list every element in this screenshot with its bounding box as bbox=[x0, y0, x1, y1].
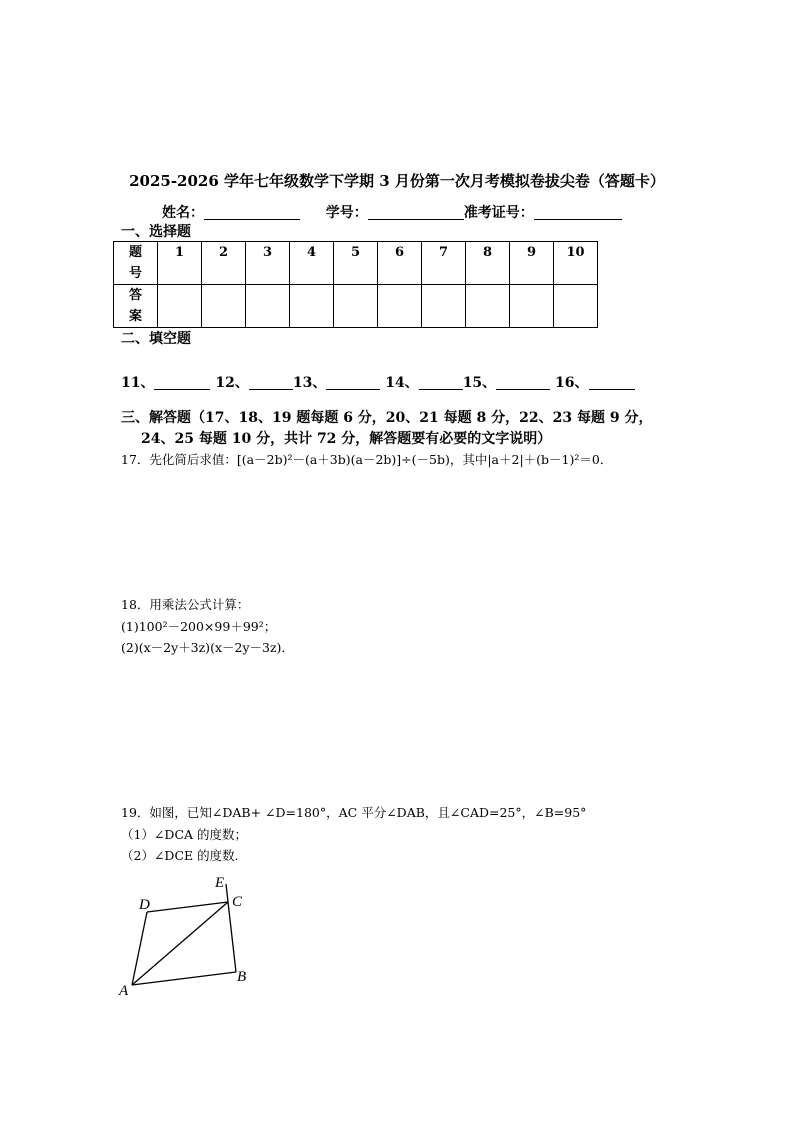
question-number-row bbox=[114, 242, 598, 285]
answer-cell[interactable] bbox=[290, 285, 334, 328]
section3-title-line1: 三、解答题（17、18、19 题每题 6 分，20、21 每题 8 分，22、23 每题 9 分， bbox=[121, 410, 653, 426]
question-number-cell: 1 bbox=[158, 242, 202, 285]
blank-11[interactable] bbox=[154, 375, 210, 390]
label-A: A bbox=[119, 983, 129, 999]
blank-label-11: 11、 bbox=[121, 375, 155, 391]
blank-label-14: 14、 bbox=[385, 375, 419, 391]
label-D: D bbox=[139, 897, 150, 913]
student-info-row bbox=[162, 202, 622, 222]
question-number-cell: 8 bbox=[466, 242, 510, 285]
blank-label-12: 12、 bbox=[215, 375, 249, 391]
question-18: 18．用乘法公式计算： bbox=[121, 597, 250, 612]
answer-cell[interactable] bbox=[378, 285, 422, 328]
student-id-field[interactable] bbox=[368, 204, 464, 220]
answer-cell[interactable] bbox=[202, 285, 246, 328]
question-17: 17．先化简后求值：[(a－2b)²－(a＋3b)(a－2b)]÷(－5b)，其中|a＋2|＋(b－1)²＝0． bbox=[121, 452, 613, 467]
fill-blank-row bbox=[121, 372, 635, 392]
answer-table bbox=[113, 241, 598, 328]
blank-label-16: 16、 bbox=[555, 375, 589, 391]
extension-CE bbox=[226, 884, 228, 902]
section2-title: 二、填空题 bbox=[121, 331, 191, 347]
question-number-cell: 10 bbox=[554, 242, 598, 285]
section3-title-line2: 24、25 每题 10 分，共计 72 分，解答题要有必要的文字说明） bbox=[141, 431, 552, 447]
section1-title: 一、选择题 bbox=[121, 224, 191, 240]
label-C: C bbox=[232, 894, 243, 910]
question-number-cell: 3 bbox=[246, 242, 290, 285]
question-18-part-1: (1)100²－200×99＋99²； bbox=[121, 619, 277, 634]
segment-CB bbox=[228, 902, 236, 972]
answer-cell[interactable] bbox=[466, 285, 510, 328]
segment-DC bbox=[147, 902, 228, 912]
question-number-cell: 6 bbox=[378, 242, 422, 285]
exam-id-field[interactable] bbox=[534, 204, 622, 220]
question-number-cell: 9 bbox=[510, 242, 554, 285]
exam-id-label: 准考证号： bbox=[463, 205, 534, 221]
page-title: 2025-2026 学年七年级数学下学期 3 月份第一次月考模拟卷拔尖卷（答题卡） bbox=[129, 172, 665, 190]
answer-cell[interactable] bbox=[422, 285, 466, 328]
question-18-part-2: (2)(x－2y＋3z)(x－2y－3z)． bbox=[121, 640, 294, 655]
student-id-label: 学号： bbox=[325, 205, 368, 221]
question-number-cell: 2 bbox=[202, 242, 246, 285]
question-19-part-2: （2）∠DCE 的度数． bbox=[121, 848, 248, 863]
label-B: B bbox=[237, 969, 247, 985]
label-E: E bbox=[215, 875, 225, 891]
row-label-question: 题 号 bbox=[114, 242, 158, 285]
answer-cell[interactable] bbox=[554, 285, 598, 328]
question-19-part-1: （1）∠DCA 的度数； bbox=[121, 827, 248, 842]
answer-cell[interactable] bbox=[510, 285, 554, 328]
geometry-figure bbox=[110, 868, 280, 1003]
answer-cell[interactable] bbox=[158, 285, 202, 328]
blank-16[interactable] bbox=[589, 375, 635, 390]
question-19: 19．如图，已知∠DAB+ ∠D=180°，AC 平分∠DAB，且∠CAD=25°，∠B=95° bbox=[121, 805, 587, 820]
name-field[interactable] bbox=[204, 204, 300, 220]
answer-row bbox=[114, 285, 598, 328]
blank-14[interactable] bbox=[419, 375, 463, 390]
answer-cell[interactable] bbox=[246, 285, 290, 328]
row-label-answer: 答 案 bbox=[114, 285, 158, 328]
question-number-cell: 7 bbox=[422, 242, 466, 285]
name-label: 姓名： bbox=[162, 205, 204, 221]
answer-cell[interactable] bbox=[334, 285, 378, 328]
question-number-cell: 4 bbox=[290, 242, 334, 285]
blank-label-13: 13、 bbox=[292, 375, 327, 391]
segment-BA bbox=[132, 972, 236, 985]
blank-15[interactable] bbox=[496, 375, 550, 390]
question-number-cell: 5 bbox=[334, 242, 378, 285]
blank-13[interactable] bbox=[326, 375, 380, 390]
blank-12[interactable] bbox=[249, 375, 293, 390]
blank-label-15: 15、 bbox=[462, 375, 497, 391]
